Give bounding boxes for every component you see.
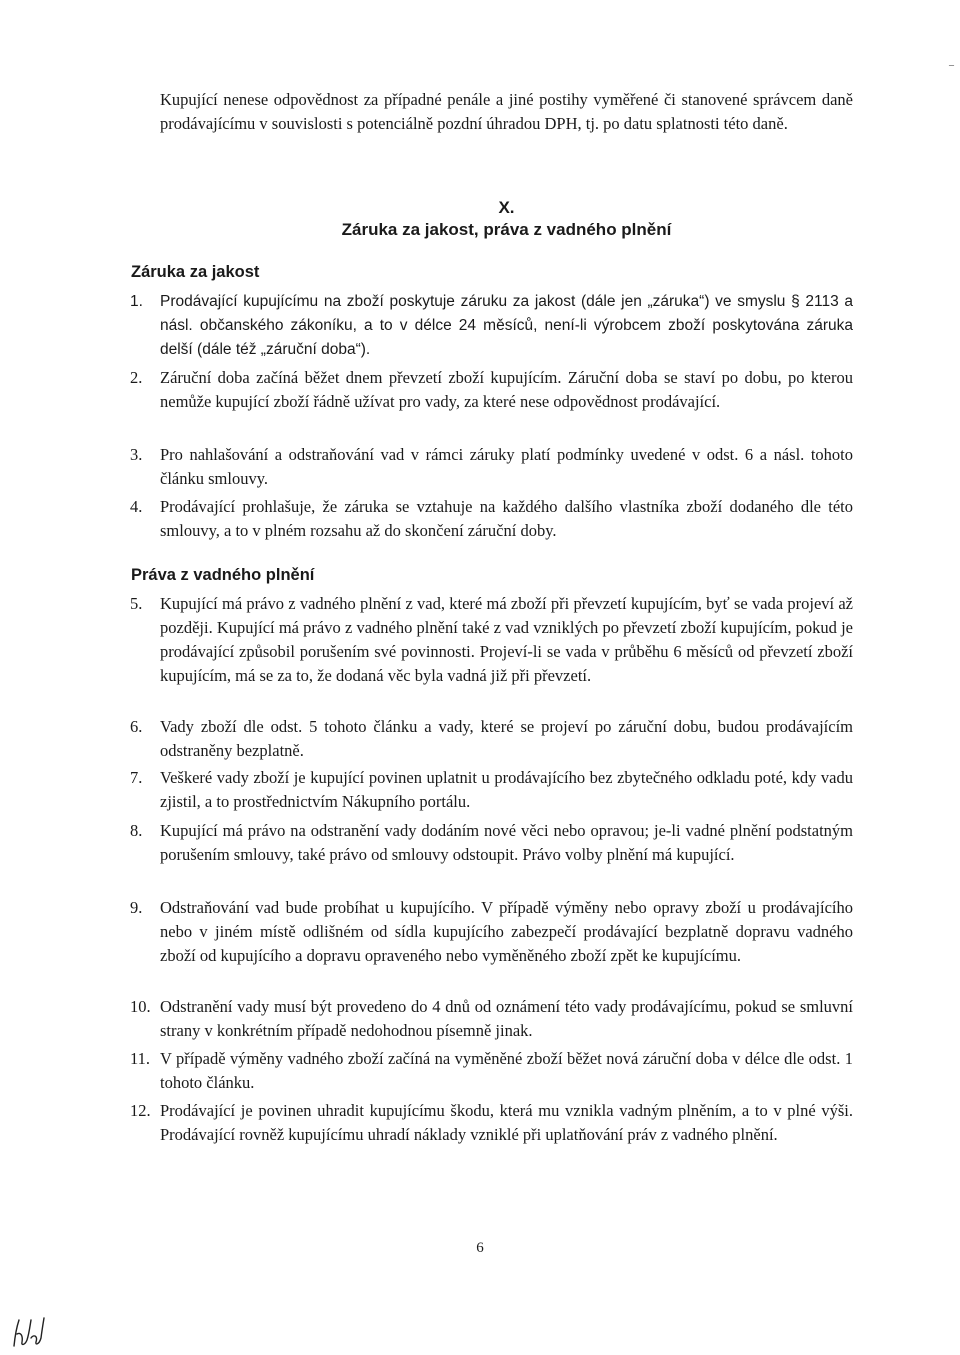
list-item bbox=[130, 819, 853, 867]
list-item bbox=[130, 896, 853, 968]
list-item bbox=[130, 366, 853, 414]
corner-mark: – bbox=[949, 60, 954, 71]
list-item bbox=[130, 995, 853, 1043]
item-text: Prodávající prohlašuje, že záruka se vztahuje na každého dalšího vlastníka zboží dodaného dle této smlouvy, a to v plném rozsahu až do skončení záruční doby. bbox=[160, 497, 853, 540]
section-heading-rights: Práva z vadného plnění bbox=[131, 566, 315, 584]
list-item bbox=[130, 443, 853, 491]
item-number: 10. bbox=[130, 997, 151, 1016]
item-number: 3. bbox=[130, 445, 143, 464]
item-number: 12. bbox=[130, 1101, 151, 1120]
item-text: V případě výměny vadného zboží začíná na vyměněné zboží běžet nová záruční doba v délce dle odst. 1 tohoto článku. bbox=[160, 1049, 853, 1092]
item-text: Kupující má právo na odstranění vady dodáním nové věci nebo opravou; je-li vadné plnění podstatným porušením smlouvy, také právo od smlouvy odstoupit. Právo volby plnění má kupující. bbox=[160, 821, 853, 864]
item-text: Prodávající je povinen uhradit kupujícímu škodu, která mu vznikla vadným plněním, a to v plné výši. Prodávající rovněž kupujícímu uhradí náklady vzniklé při uplatňování práv z vadného plnění. bbox=[160, 1101, 853, 1144]
item-number: 1. bbox=[130, 293, 143, 310]
item-number: 9. bbox=[130, 898, 143, 917]
item-text: Veškeré vady zboží je kupující povinen uplatnit u prodávajícího bez zbytečného odkladu poté, kdy vadu zjistil, a to prostřednictvím Nákupního portálu. bbox=[160, 768, 853, 811]
list-item bbox=[130, 1047, 853, 1095]
item-text: Prodávající kupujícímu na zboží poskytuje záruku za jakost (dále jen „záruka“) ve smyslu § 2113 a násl. občanského zákoníku, a to v délce 24 měsíců, není-li výrobcem zboží poskytována záruka delší (dále též „záruční doba“). bbox=[160, 293, 853, 358]
item-text: Pro nahlašování a odstraňování vad v rámci záruky platí podmínky uvedené v odst. 6 a násl. tohoto článku smlouvy. bbox=[160, 445, 853, 488]
list-item bbox=[130, 715, 853, 763]
item-text: Vady zboží dle odst. 5 tohoto článku a vady, které se projeví po záruční dobu, budou prodávajícím odstraněny bezplatně. bbox=[160, 717, 853, 760]
item-number: 2. bbox=[130, 368, 143, 387]
item-number: 4. bbox=[130, 497, 143, 516]
item-number: 5. bbox=[130, 594, 143, 613]
list-item bbox=[130, 290, 853, 362]
list-item bbox=[130, 1099, 853, 1147]
article-number: X. bbox=[498, 198, 515, 217]
item-text: Odstraňování vad bude probíhat u kupujícího. V případě výměny nebo opravy zboží u prodávajícího nebo v jiném místě odlišném od sídla kupujícího zabezpečí prodávající bezplatně dopravu vadného zboží od kupujícího a dopravu opraveného nebo vyměněného zboží zpět ke kupujícímu. bbox=[160, 898, 853, 965]
item-text: Záruční doba začíná běžet dnem převzetí zboží kupujícím. Záruční doba se staví po dobu, po kterou nemůže kupující zboží řádně užívat pro vady, za které nese odpovědnost prodávající. bbox=[160, 368, 853, 411]
item-number: 7. bbox=[130, 768, 143, 787]
item-text: Kupující má právo z vadného plnění z vad, které má zboží při převzetí kupujícím, byť se vada projeví až později. Kupující má právo z vadného plnění také z vad vzniklých po převzetí zboží kupujícím, pokud je prodávající způsobil porušením své povinnosti. Projeví-li se vada v průběhu 6 měsíců od převzetí zboží kupujícím, má se za to, že dodaná věc byla vadná již při převzetí. bbox=[160, 594, 853, 685]
intro-paragraph: Kupující nenese odpovědnost za případné penále a jiné postihy vyměřené či stanovené správcem daně prodávajícímu v souvislosti s potenciálně pozdní úhradou DPH, tj. po datu splatnosti této daně. bbox=[160, 90, 853, 133]
item-number: 8. bbox=[130, 821, 143, 840]
list-item bbox=[130, 766, 853, 814]
item-number: 6. bbox=[130, 717, 143, 736]
handwritten-initials bbox=[8, 1312, 48, 1352]
item-number: 11. bbox=[130, 1049, 151, 1068]
section-heading-warranty: Záruka za jakost bbox=[131, 263, 260, 281]
list-item bbox=[130, 495, 853, 543]
page-number: 6 bbox=[476, 1240, 484, 1256]
article-title: Záruka za jakost, práva z vadného plnění bbox=[341, 220, 672, 239]
item-text: Odstranění vady musí být provedeno do 4 dnů od oznámení této vady prodávajícímu, pokud se smluvní strany v konkrétním případě nedohodnou písemně jinak. bbox=[160, 997, 853, 1040]
list-item bbox=[130, 592, 853, 688]
